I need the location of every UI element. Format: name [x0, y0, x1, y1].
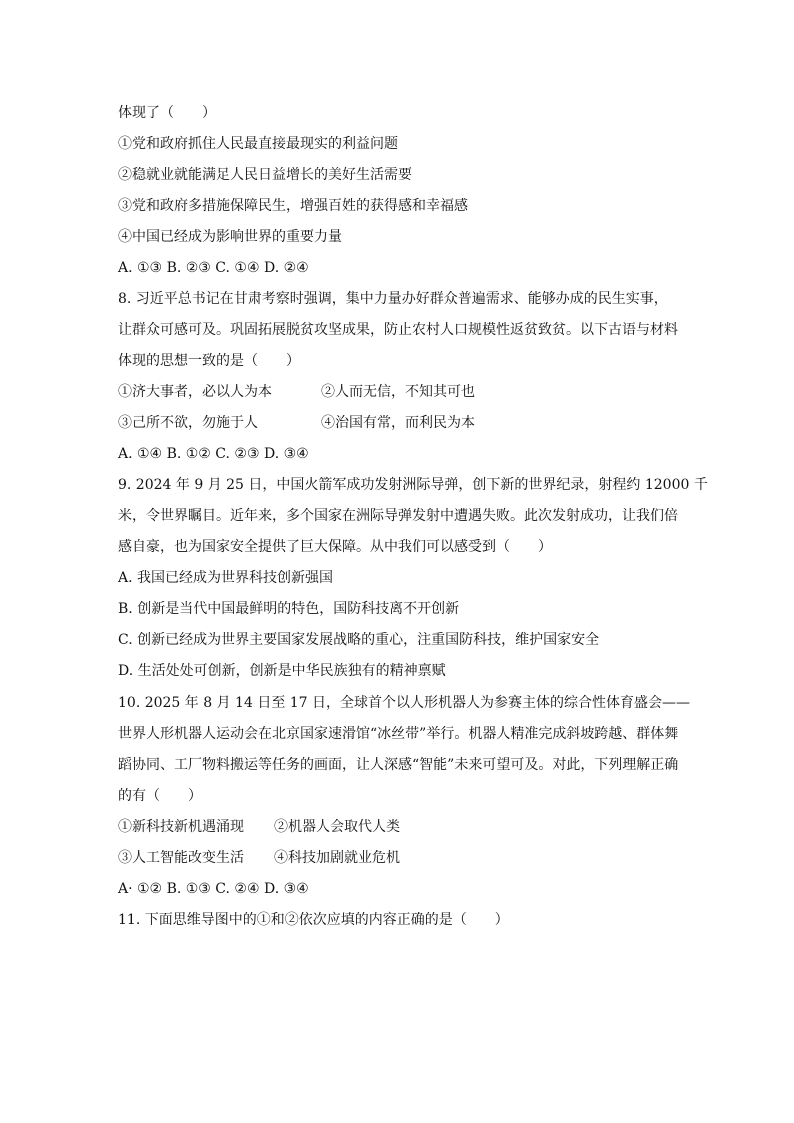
q10-answer-options: A· ①② B. ①③ C. ②④ D. ③④	[118, 881, 309, 897]
q8-stem-line-2: 让群众可感可及。巩固拓展脱贫攻坚成果，防止农村人口规模性返贫致贫。以下古语与材料	[118, 322, 678, 338]
q9-option-d: D. 生活处处可创新，创新是中华民族独有的精神禀赋	[118, 663, 446, 679]
q7-item-3: ③党和政府多措施保障民生，增强百姓的获得感和幸福感	[118, 198, 468, 214]
q10-item-1: ①新科技新机遇涌现	[118, 819, 244, 835]
q10-stem-line-3: 蹈协同、工厂物料搬运等任务的画面，让人深感“智能”未来可望可及。对此，下列理解正确	[118, 757, 679, 773]
q10-stem-line-1: 10. 2025 年 8 月 14 日至 17 日，全球首个以人形机器人为参赛主体的综合性体育盛会——	[118, 695, 691, 711]
q9-option-a: A. 我国已经成为世界科技创新强国	[118, 570, 334, 586]
q10-stem-line-4: 的有（ ）	[118, 788, 202, 804]
q9-option-b: B. 创新是当代中国最鲜明的特色，国防科技离不开创新	[118, 601, 460, 617]
q10-item-3: ③人工智能改变生活	[118, 850, 244, 866]
q11-stem: 11. 下面思维导图中的①和②依次应填的内容正确的是（ ）	[118, 912, 509, 928]
q7-stem-end: 体现了（ ）	[118, 105, 216, 121]
q10-items-row-1	[118, 817, 688, 837]
q9-stem-line-1: 9. 2024 年 9 月 25 日，中国火箭军成功发射洲际导弹，创下新的世界纪录，射程约 12000 千	[118, 477, 708, 493]
q9-stem-line-3: 感自豪，也为国家安全提供了巨大保障。从中我们可以感受到（ ）	[118, 539, 552, 555]
q8-item-4: ④治国有常，而利民为本	[321, 415, 475, 431]
q7-item-4: ④中国已经成为影响世界的重要力量	[118, 229, 342, 245]
q8-items-row-2	[118, 413, 688, 433]
q8-items-row-1	[118, 382, 688, 402]
q10-items-row-2	[118, 848, 688, 868]
q8-item-1: ①济大事者，必以人为本	[118, 384, 272, 400]
q8-stem-line-3: 体现的思想一致的是（ ）	[118, 353, 300, 369]
q9-option-c: C. 创新已经成为世界主要国家发展战略的重心，注重国防科技，维护国家安全	[118, 632, 600, 648]
q9-stem-line-2: 米，令世界瞩目。近年来，多个国家在洲际导弹发射中遭遇失败。此次发射成功，让我们倍	[118, 508, 678, 524]
q7-answer-options: A. ①③ B. ②③ C. ①④ D. ②④	[118, 260, 309, 276]
q8-answer-options: A. ①④ B. ①② C. ②③ D. ③④	[118, 446, 309, 462]
q8-stem-line-1: 8. 习近平总书记在甘肃考察时强调，集中力量办好群众普遍需求、能够办成的民生实事，	[118, 291, 668, 307]
q8-item-3: ③己所不欲，勿施于人	[118, 415, 258, 431]
q10-item-4: ④科技加剧就业危机	[274, 850, 400, 866]
q8-item-2: ②人而无信，不知其可也	[321, 384, 475, 400]
q10-stem-line-2: 世界人形机器人运动会在北京国家速滑馆“冰丝带”举行。机器人精准完成斜坡跨越、群体舞	[118, 726, 679, 742]
q7-item-2: ②稳就业就能满足人民日益增长的美好生活需要	[118, 167, 412, 183]
q10-item-2: ②机器人会取代人类	[274, 819, 400, 835]
q7-item-1: ①党和政府抓住人民最直接最现实的利益问题	[118, 136, 398, 152]
